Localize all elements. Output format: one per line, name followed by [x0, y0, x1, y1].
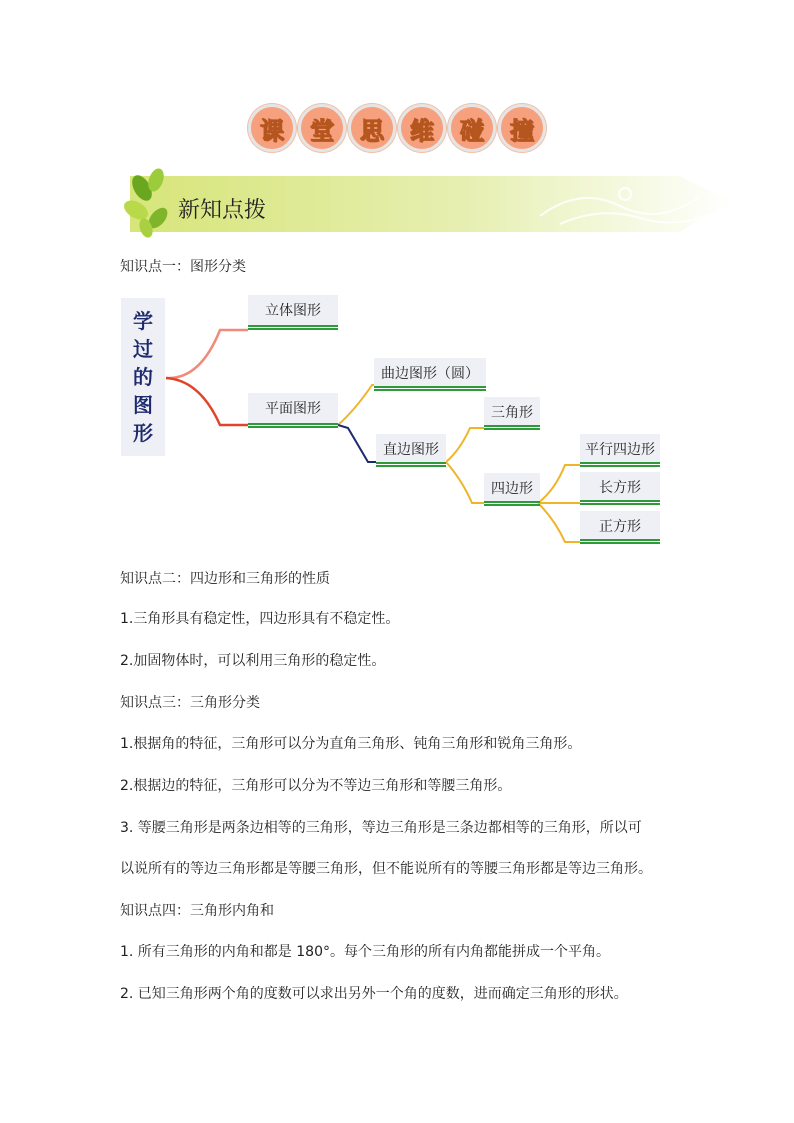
kp3-item: 2.根据边的特征，三角形可以分为不等边三角形和等腰三角形。 [120, 778, 512, 794]
root-char: 过 [133, 337, 153, 361]
kp3-heading: 知识点三：三角形分类 [120, 695, 260, 711]
kp2-item: 1.三角形具有稳定性，四边形具有不稳定性。 [120, 611, 400, 627]
kp4-heading: 知识点四：三角形内角和 [120, 903, 274, 919]
node-triangle: 三角形 [484, 397, 540, 425]
node-solid: 立体图形 [248, 295, 338, 325]
kp1-heading: 知识点一：图形分类 [120, 259, 246, 275]
title-char: 堂 [298, 104, 346, 152]
kp3-item: 1.根据角的特征，三角形可以分为直角三角形、钝角三角形和锐角三角形。 [120, 736, 582, 752]
banner-title: 新知点拨 [178, 198, 267, 223]
kp4-item: 2. 已知三角形两个角的度数可以求出另外一个角的度数，进而确定三角形的形状。 [120, 986, 628, 1002]
kp2-item: 2.加固物体时，可以利用三角形的稳定性。 [120, 653, 386, 669]
title-char: 思 [348, 104, 396, 152]
node-rectangle: 长方形 [580, 472, 660, 500]
node-straight: 直边图形 [376, 434, 446, 462]
root-char: 图 [133, 393, 153, 417]
node-quad: 四边形 [484, 473, 540, 501]
kp4-item: 1. 所有三角形的内角和都是 180°。每个三角形的所有内角都能拼成一个平角。 [120, 944, 610, 960]
kp3-item: 3. 等腰三角形是两条边相等的三角形，等边三角形是三条边都相等的三角形，所以可 [120, 820, 642, 836]
title-char: 碰 [448, 104, 496, 152]
root-char: 的 [133, 365, 153, 389]
root-char: 学 [133, 309, 153, 333]
title-char: 课 [248, 104, 296, 152]
node-square: 正方形 [580, 511, 660, 539]
title-char: 撞 [498, 104, 546, 152]
node-curved: 曲边图形（圆） [374, 358, 486, 386]
node-plane: 平面图形 [248, 393, 338, 423]
tree-connectors [0, 0, 794, 560]
title-char: 维 [398, 104, 446, 152]
root-char: 形 [133, 421, 153, 445]
node-parallelogram: 平行四边形 [580, 434, 660, 462]
kp2-heading: 知识点二：四边形和三角形的性质 [120, 571, 330, 587]
kp3-item: 以说所有的等边三角形都是等腰三角形，但不能说所有的等腰三角形都是等边三角形。 [120, 861, 652, 877]
tree-root [121, 298, 165, 456]
